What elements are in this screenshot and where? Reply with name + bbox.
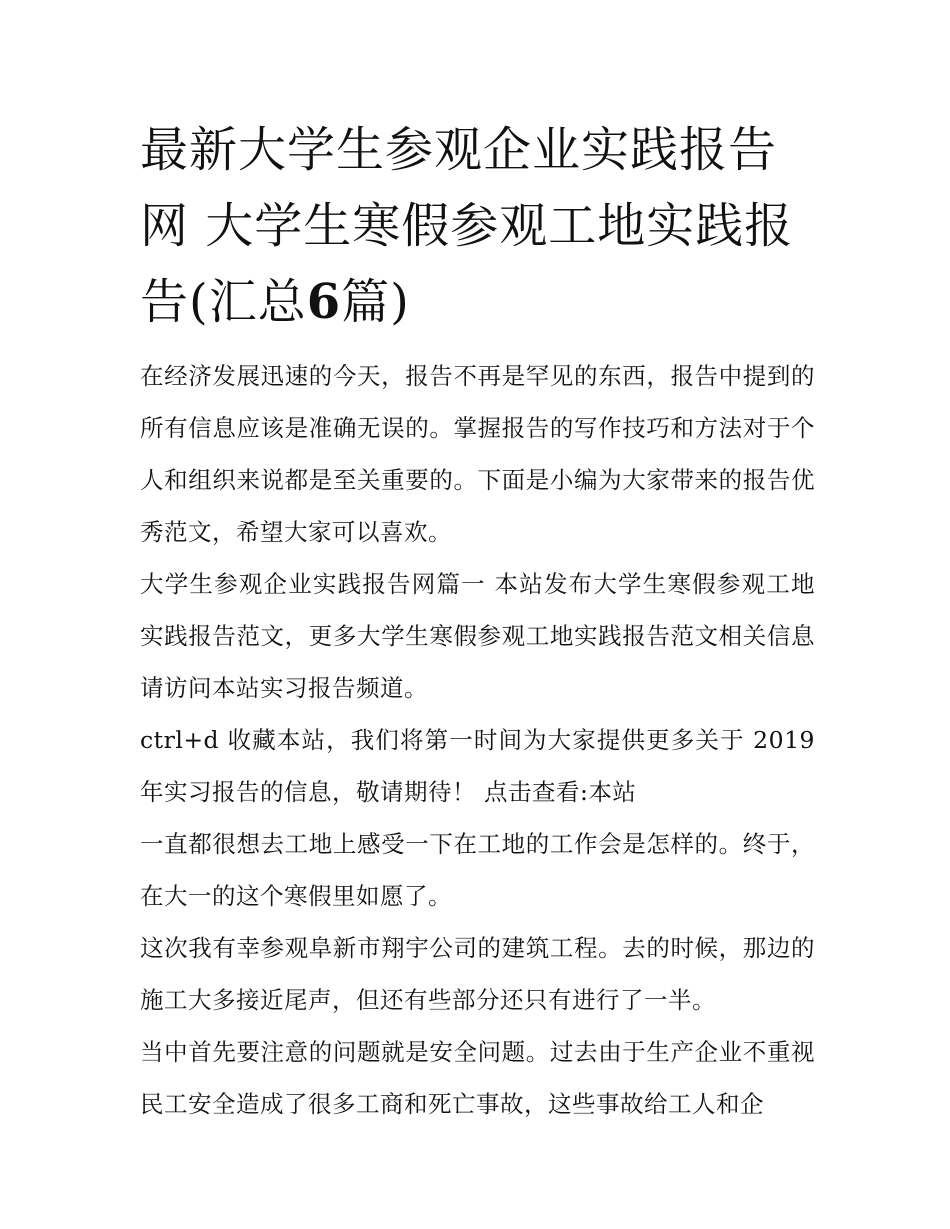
title-text: 最新大学生参观企业实践报告网 大学生寒假参观工地实践报告(汇总 xyxy=(140,122,794,330)
paragraph-bookmark-note: ctrl+d 收藏本站，我们将第一时间为大家提供更多关于 2019 年实习报告的信息，敬请期待！ 点击查看:本站 xyxy=(140,726,815,806)
paragraph-article-one: 大学生参观企业实践报告网篇一 本站发布大学生寒假参观工地实践报告范文，更多大学生寒假参观工地实践报告范文相关信息请访问本站实习报告频道。 xyxy=(140,570,815,702)
paragraph-wish: 一直都很想去工地上感受一下在工地的工作会是怎样的。终于，在大一的这个寒假里如愿了。 xyxy=(140,830,815,910)
paragraph-safety: 当中首先要注意的问题就是安全问题。过去由于生产企业不重视民工安全造成了很多工商和死亡事故，这些事故给工人和企 xyxy=(140,1038,815,1118)
document-title xyxy=(140,112,815,340)
document-body xyxy=(140,350,815,1130)
paragraph-intro: 在经济发展迅速的今天，报告不再是罕见的东西，报告中提到的所有信息应该是准确无误的。掌握报告的写作技巧和方法对于个人和组织来说都是至关重要的。下面是小编为大家带来的报告优秀范文，希望大家可以喜欢。 xyxy=(140,362,815,546)
paragraph-visit: 这次我有幸参观阜新市翔宇公司的建筑工程。去的时候，那边的施工大多接近尾声，但还有些部分还只有进行了一半。 xyxy=(140,934,815,1014)
document-page xyxy=(140,112,815,1130)
title-number: 6 xyxy=(306,274,342,330)
title-suffix: 篇) xyxy=(341,274,410,330)
